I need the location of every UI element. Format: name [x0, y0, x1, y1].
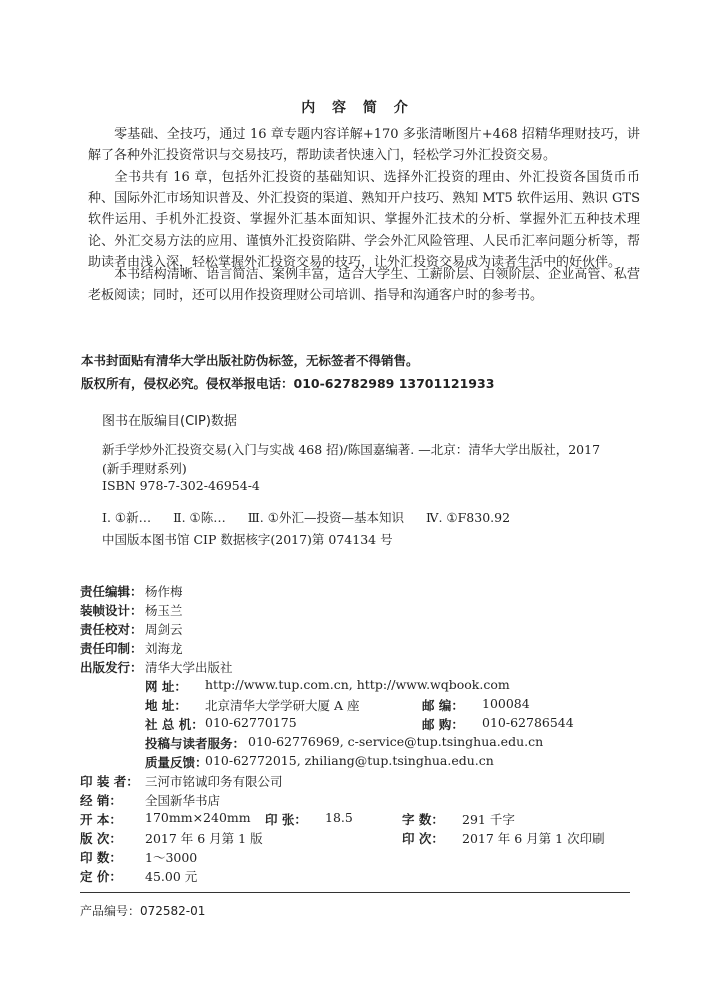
contribution-value: 010-62776969, c-service@tup.tsinghua.edu.cn: [248, 734, 544, 749]
price-value: 45.00 元: [145, 869, 198, 884]
intro-paragraph-1: [88, 124, 640, 166]
address-value: 北京清华大学学研大厦 A 座: [205, 698, 360, 713]
intro-p2-text: 全书共有 16 章，包括外汇投资的基础知识、选择外汇投资的理由、外汇投资各国货币币种、国际外汇市场知识普及、外汇投资的渠道、熟知开户技巧、熟知 MT5 软件运用、熟识 GTS 软件运用、手机外汇投资、掌握外汇基本面知识、掌握外汇技术的分析、掌握外汇五种技术理论、外汇交易方法的应用、谨慎外汇投资陷阱、学会外汇风险管理、人民币汇率问题分析等，帮助读者由浅入深，轻松掌握外汇投资交易的技巧，让外汇投资交易成为读者生活中的好伙伴。: [88, 170, 640, 270]
intro-p1-text: 零基础、全技巧，通过 16 章专题内容详解+170 多张清晰图片+468 招精华理财技巧，讲解了各种外汇投资常识与交易技巧，帮助读者快速入门，轻松学习外汇投资交易。: [88, 127, 640, 164]
cip-isbn: ISBN 978-7-302-46954-4: [102, 478, 260, 493]
website-label: 网 址：: [145, 679, 187, 694]
publisher-value: 清华大学出版社: [145, 660, 233, 675]
editor-label: 责任编辑：: [80, 584, 143, 599]
sheets-label: 印 张：: [265, 812, 307, 827]
format-label: 开 本：: [80, 812, 122, 827]
print-manager-label: 责任印制：: [80, 641, 143, 656]
word-count-value: 291 千字: [462, 812, 515, 827]
switchboard-value: 010-62770175: [205, 715, 297, 730]
cip-class-1: Ⅰ. ①新…: [102, 510, 152, 525]
cip-line-2: (新手理财系列): [102, 461, 187, 476]
intro-paragraph-3: [88, 264, 640, 306]
mail-order-value: 010-62786544: [482, 715, 574, 730]
printer-value: 三河市铭诚印务有限公司: [145, 774, 283, 789]
distributor-label: 经 销：: [80, 793, 122, 808]
divider-line: [80, 892, 630, 893]
price-label: 定 价：: [80, 869, 122, 884]
design-label: 装帧设计：: [80, 603, 143, 618]
mail-order-label: 邮 购：: [422, 717, 464, 732]
quality-feedback-label: 质量反馈：: [145, 755, 208, 770]
impression-label: 印 次：: [402, 831, 444, 846]
zip-value: 100084: [482, 696, 530, 711]
cip-heading: 图书在版编目(CIP)数据: [102, 414, 237, 429]
cip-record: 中国版本图书馆 CIP 数据核字(2017)第 074134 号: [102, 532, 393, 547]
switchboard-label: 社 总 机：: [145, 717, 204, 732]
intro-p3-text: 本书结构清晰、语言简洁、案例丰富，适合大学生、工薪阶层、白领阶层、企业高管、私营老板阅读；同时，还可以用作投资理财公司培训、指导和沟通客户时的参考书。: [88, 267, 640, 304]
impression-value: 2017 年 6 月第 1 次印刷: [462, 831, 605, 846]
copyright-notice: 版权所有，侵权必究。侵权举报电话：010-62782989 13701121933: [81, 376, 495, 391]
cip-class-4: Ⅳ. ①F830.92: [425, 510, 511, 525]
quality-feedback-value: 010-62772015, zhiliang@tup.tsinghua.edu.cn: [205, 753, 494, 768]
cip-class-2: Ⅱ. ①陈…: [173, 510, 226, 525]
design-value: 杨玉兰: [145, 603, 183, 618]
distributor-value: 全国新华书店: [145, 793, 221, 808]
website-value: http://www.tup.com.cn, http://www.wqbook.com: [205, 677, 510, 692]
word-count-label: 字 数：: [402, 812, 444, 827]
edition-value: 2017 年 6 月第 1 版: [145, 831, 263, 846]
zip-label: 邮 编：: [422, 698, 464, 713]
cip-classification: [102, 508, 532, 526]
intro-heading: 内 容 简 介: [301, 100, 414, 116]
cip-class-3: Ⅲ. ①外汇—投资—基本知识: [247, 510, 404, 525]
address-label: 地 址：: [145, 698, 187, 713]
format-value: 170mm×240mm: [145, 810, 251, 825]
sheets-value: 18.5: [325, 810, 353, 825]
cip-line-1: 新手学炒外汇投资交易(入门与实战 468 招)/陈国嘉编著. —北京：清华大学出版社，2017: [102, 442, 601, 457]
intro-paragraph-2: [88, 167, 640, 273]
print-manager-value: 刘海龙: [145, 641, 183, 656]
printer-label: 印 装 者：: [80, 774, 139, 789]
contribution-label: 投稿与读者服务：: [145, 736, 246, 751]
edition-label: 版 次：: [80, 831, 122, 846]
proof-label: 责任校对：: [80, 622, 143, 637]
proof-value: 周剑云: [145, 622, 183, 637]
print-run-label: 印 数：: [80, 850, 122, 865]
publisher-label: 出版发行：: [80, 660, 143, 675]
print-run-value: 1～3000: [145, 850, 198, 865]
editor-value: 杨作梅: [145, 584, 183, 599]
product-code: 产品编号：072582-01: [80, 904, 206, 918]
anti-counterfeit-notice: 本书封面贴有清华大学出版社防伪标签，无标签者不得销售。: [81, 353, 419, 368]
